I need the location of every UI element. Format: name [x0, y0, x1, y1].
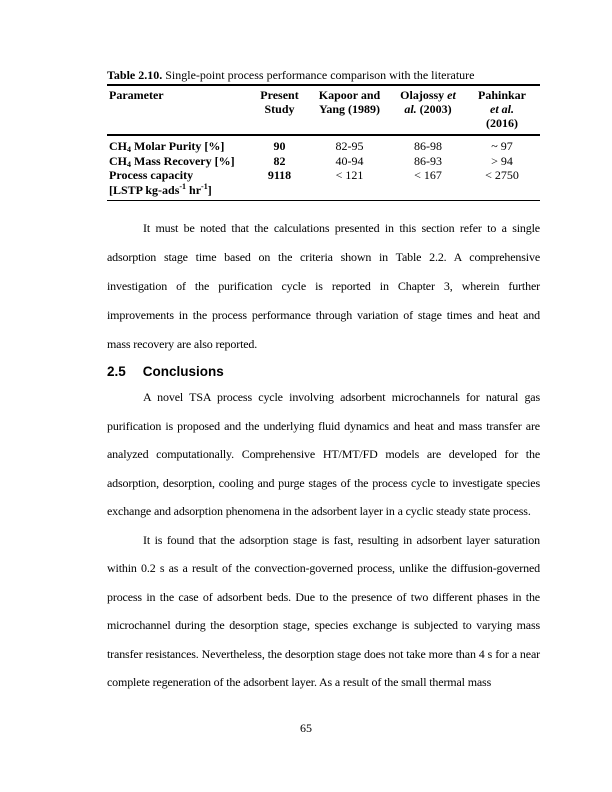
cell-present: 9118 [267, 168, 292, 182]
cell-kapoor: 40-94 [335, 153, 364, 168]
header-parameter: Parameter [107, 85, 252, 135]
paragraph-conclusions-2: It is found that the adsorption stage is fast, resulting in adsorbent layer saturation within 0.2 s as a result of the convection-governed process, unlike the diffusion-governed process in the case of adsorbent beds. Due to the presence of two different phases in the microchannel during the desorption stage, species exchange is subjected to varying mass transfer resistances. Nevertheless, the desorption stage does not take more than 4 s for a near complete regeneration of the adsorbent layer. As a result of the small thermal mass [107, 532, 540, 689]
cell-parameter: Process capacity [LSTP kg-ads$^{-1}$ $hr^{-1}$] [109, 168, 212, 197]
page-number: 65 [300, 721, 312, 735]
cell-parameter: $CH_4$ Molar Purity [%] [109, 139, 225, 154]
comparison-table [107, 84, 540, 201]
cell-parameter: $CH_4$ Mass Recovery [%] [109, 153, 235, 169]
page-content [107, 68, 540, 697]
header-present-study: Present Study [252, 85, 307, 135]
cell-olajossy: < 167 [414, 168, 442, 182]
paragraph-calculations-note: It must be noted that the calculations presented in this section refer to a single adsorption stage time based on the criteria shown in Table 2.2. A comprehensive investigation of the purification cycle is reported in Chapter 3, wherein further improvements in the process performance through variation of stage times and heat and mass recovery are also reported. [107, 221, 540, 351]
cell-kapoor: < 121 [335, 168, 364, 182]
header-kapoor-yang: Kapoor and Yang (1989) [307, 85, 392, 135]
table-caption-label: Table 2.10. [107, 68, 163, 82]
header-olajossy: Olajossy et al. (2003) [392, 85, 464, 135]
section-title: Conclusions [142, 364, 224, 379]
table-caption-text: Single-point process performance comparison with the literature [162, 68, 475, 82]
table-header-row [107, 85, 540, 135]
table-row [107, 168, 540, 201]
header-pahinkar: Pahinkar et al. (2016) [464, 85, 540, 135]
table-row [107, 154, 540, 169]
cell-pahinkar: ~ 97 [491, 139, 513, 153]
cell-present: 90 [273, 139, 286, 153]
section-number: 2.5 [107, 364, 126, 379]
cell-kapoor: 82-95 [335, 139, 364, 153]
cell-present: 82 [273, 153, 286, 168]
cell-pahinkar: < 2750 [485, 168, 519, 182]
table-caption [107, 68, 540, 83]
cell-olajossy: 86-98 [414, 139, 442, 153]
cell-olajossy: 86-93 [414, 153, 442, 168]
paragraph-conclusions-1: A novel TSA process cycle involving adsorbent microchannels for natural gas purification is proposed and the underlying fluid dynamics and heat and mass transfer are analyzed computationally. Comprehensive HT/MT/FD models are developed for the adsorption, desorption, cooling and purge stages of the process cycle to investigate species exchange and adsorption phenomena in the adsorbent layer in a cyclic steady state process. [107, 390, 540, 518]
cell-pahinkar: > 94 [491, 153, 513, 168]
table-row [107, 135, 540, 154]
section-heading [107, 362, 540, 382]
